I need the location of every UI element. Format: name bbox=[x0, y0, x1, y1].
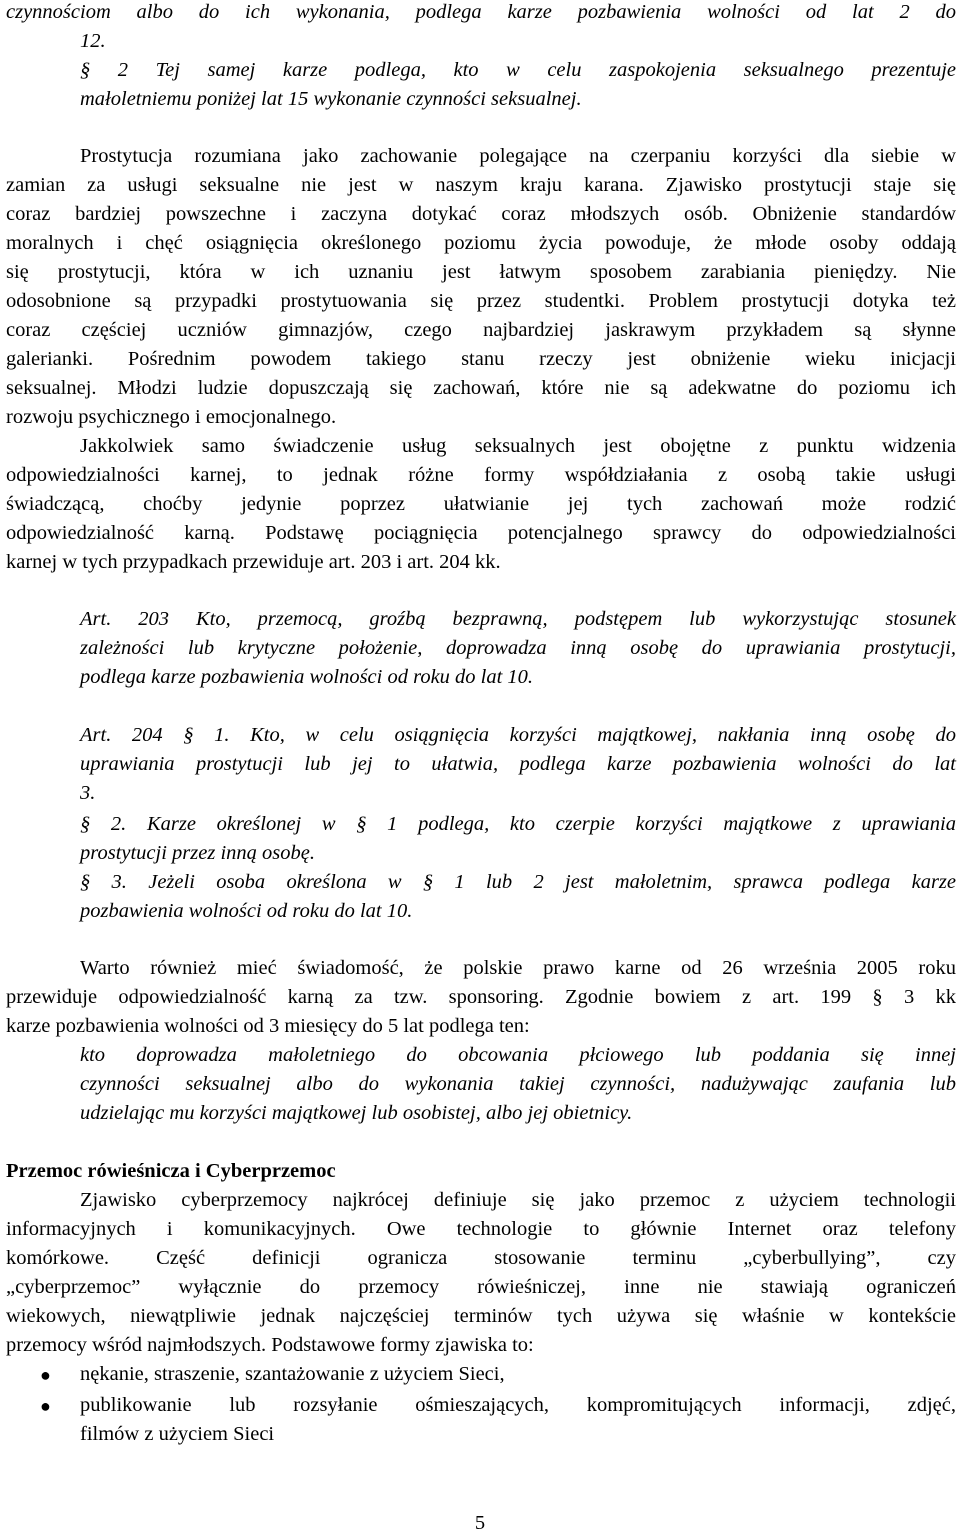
text-line: odpowiedzialności karnej, to jednak różne formy współdziałania z osobą takie usługi bbox=[6, 464, 956, 486]
text-line: § 3. Jeżeli osoba określona w § 1 lub 2 jest małoletnim, sprawca podlega karze bbox=[80, 871, 956, 893]
article-204-line: Art. 204 § 1. Kto, w celu osiągnięcia korzyści majątkowej, nakłania inną osobę do bbox=[80, 724, 956, 746]
text-line: odosobnione są przypadki prostytuowania się przez studentki. Problem prostytucji dotyka też bbox=[6, 290, 956, 312]
text-line: Zjawisko cyberprzemocy najkrócej definiuje się jako przemoc z użyciem technologii bbox=[80, 1189, 956, 1211]
text-line: zależności lub krytyczne położenie, doprowadza inną osobę do uprawiania prostytucji, bbox=[80, 637, 956, 659]
text-line: Prostytucja rozumiana jako zachowanie polegające na czerpaniu korzyści dla siebie w bbox=[80, 145, 956, 167]
text-line: się prostytucji, która w ich uznaniu jest łatwym sposobem zarabiania pieniędzy. Nie bbox=[6, 261, 956, 283]
text-line: udzielając mu korzyści majątkowej lub osobistej, albo jej obietnicy. bbox=[80, 1102, 633, 1124]
text-line: 12. bbox=[80, 30, 106, 52]
text-line: galerianki. Pośrednim powodem takiego stanu rzeczy jest obniżenie wieku inicjacji bbox=[6, 348, 956, 370]
text-line: przemocy wśród najmłodszych. Podstawowe formy zjawiska to: bbox=[6, 1334, 534, 1356]
list-item: nękanie, straszenie, szantażowanie z użyciem Sieci, bbox=[80, 1363, 505, 1385]
text-line: „cyberprzemoc” wyłącznie do przemocy rówieśniczej, inne nie stawiają ograniczeń bbox=[6, 1276, 956, 1298]
list-item: publikowanie lub rozsyłanie ośmieszających, kompromitujących informacji, zdjęć, bbox=[80, 1394, 956, 1416]
text-line: coraz bardziej powszechne i zaczyna dotykać coraz młodszych osób. Obniżenie standardów bbox=[6, 203, 956, 225]
article-203-line: Art. 203 Kto, przemocą, groźbą bezprawną, podstępem lub wykorzystując stosunek bbox=[80, 608, 956, 630]
text-line: § 2. Karze określonej w § 1 podlega, kto czerpie korzyści majątkowe z uprawiania bbox=[80, 813, 956, 835]
text-line: odpowiedzialność karną. Podstawę pociągnięcia potencjalnego sprawcy do odpowiedzialności bbox=[6, 522, 956, 544]
text-line: 3. bbox=[80, 782, 96, 804]
bullet-icon: ● bbox=[40, 1365, 51, 1385]
page-number: 5 bbox=[474, 1512, 486, 1534]
text-line: uprawiania prostytucji lub jej to ułatwia, podlega karze pozbawienia wolności do lat bbox=[80, 753, 956, 775]
text-line: komórkowe. Część definicji ogranicza stosowanie terminu „cyberbullying”, czy bbox=[6, 1247, 956, 1269]
text-line: § 2 Tej samej karze podlega, kto w celu zaspokojenia seksualnego prezentuje bbox=[80, 59, 956, 81]
text-line: czynności seksualnej albo do wykonania takiej czynności, nadużywając zaufania lub bbox=[80, 1073, 956, 1095]
text-line: rozwoju psychicznego i emocjonalnego. bbox=[6, 406, 337, 428]
text-line: przewiduje odpowiedzialność karną za tzw. sponsoring. Zgodnie bowiem z art. 199 § 3 kk bbox=[6, 986, 956, 1008]
text-line: czynnościom albo do ich wykonania, podlega karze pozbawienia wolności od lat 2 do bbox=[6, 1, 956, 23]
text-line: świadczącą, choćby jedynie poprzez ułatwianie jej tych zachowań może rodzić bbox=[6, 493, 956, 515]
text-line: seksualnej. Młodzi ludzie dopuszczają się zachowań, które nie są adekwatne do poziomu ich bbox=[6, 377, 956, 399]
text-line: kto doprowadza małoletniego do obcowania płciowego lub poddania się innej bbox=[80, 1044, 956, 1066]
text-line: zamian za usługi seksualne nie jest w naszym kraju karana. Zjawisko prostytucji staje się bbox=[6, 174, 956, 196]
section-heading: Przemoc rówieśnicza i Cyberprzemoc bbox=[6, 1160, 336, 1182]
text-line: moralnych i chęć osiągnięcia określonego poziomu życia powoduje, że młode osoby oddają bbox=[6, 232, 956, 254]
text-line: informacyjnych i komunikacyjnych. Owe technologie to głównie Internet oraz telefony bbox=[6, 1218, 956, 1240]
text-line: prostytucji przez inną osobę. bbox=[80, 842, 315, 864]
text-line: Jakkolwiek samo świadczenie usług seksualnych jest obojętne z punktu widzenia bbox=[80, 435, 956, 457]
text-line: coraz częściej uczniów gimnazjów, czego najbardziej jaskrawym przykładem są słynne bbox=[6, 319, 956, 341]
text-line: podlega karze pozbawienia wolności od roku do lat 10. bbox=[80, 666, 534, 688]
text-line: małoletniemu poniżej lat 15 wykonanie czynności seksualnej. bbox=[80, 88, 582, 110]
bullet-icon: ● bbox=[40, 1396, 51, 1416]
text-line: pozbawienia wolności od roku do lat 10. bbox=[80, 900, 413, 922]
text-line: karnej w tych przypadkach przewiduje art. 203 i art. 204 kk. bbox=[6, 551, 501, 573]
text-line: Warto również mieć świadomość, że polskie prawo karne od 26 września 2005 roku bbox=[80, 957, 956, 979]
text-line: karze pozbawienia wolności od 3 miesięcy do 5 lat podlega ten: bbox=[6, 1015, 530, 1037]
list-item-continuation: filmów z użyciem Sieci bbox=[80, 1423, 275, 1445]
text-line: wiekowych, niewątpliwie jednak najczęściej terminów tych używa się właśnie w kontekście bbox=[6, 1305, 956, 1327]
